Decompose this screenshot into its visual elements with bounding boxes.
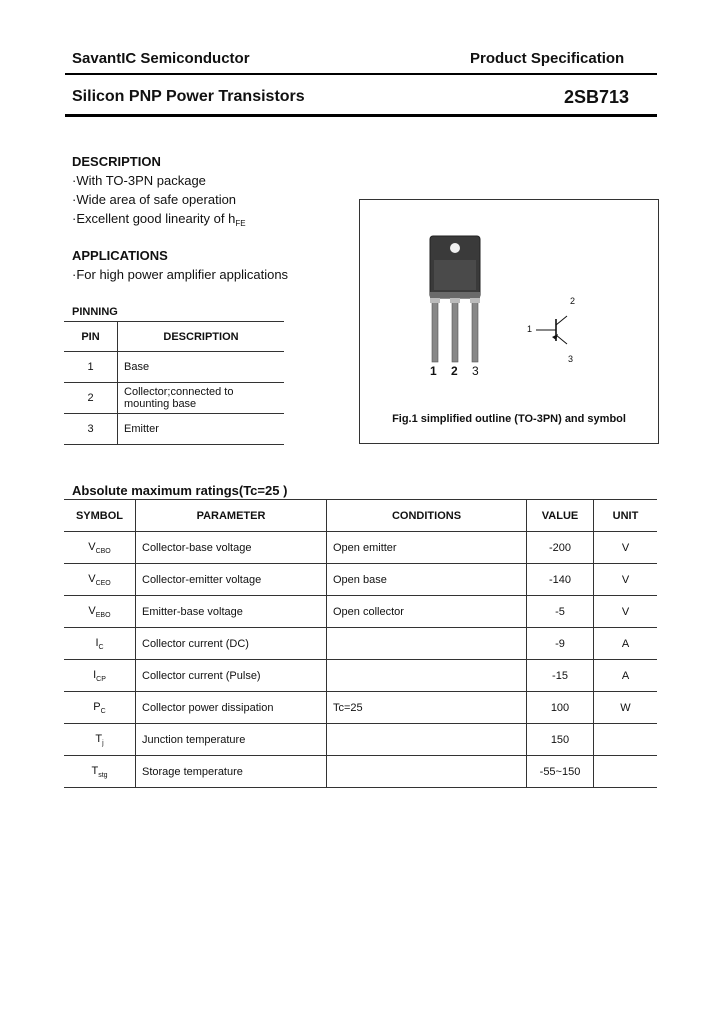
- conditions-cell: [327, 724, 527, 756]
- conditions-cell: Open emitter: [327, 532, 527, 564]
- symbol-letter: V: [88, 540, 96, 553]
- applications-heading: APPLICATIONS: [72, 248, 168, 263]
- parameter-cell: Collector current (DC): [136, 628, 327, 660]
- unit-cell: A: [594, 628, 658, 660]
- symbol-subscript: CBO: [95, 547, 111, 555]
- value-cell: -15: [527, 660, 594, 692]
- value-cell: 150: [527, 724, 594, 756]
- lead-1: [432, 300, 438, 362]
- symbol-cell: [64, 628, 136, 660]
- description-item-text: ·Excellent good linearity of h: [72, 211, 236, 226]
- symbol-letter: V: [88, 572, 96, 585]
- conditions-column-header: CONDITIONS: [327, 500, 527, 532]
- table-row: [64, 724, 657, 756]
- symbol-label-collector: 2: [570, 296, 576, 306]
- table-row: [64, 414, 284, 445]
- pin-number: 2: [64, 383, 118, 414]
- symbol-subscript: j: [102, 739, 104, 747]
- value-cell: -5: [527, 596, 594, 628]
- symbol-letter: I: [93, 668, 97, 681]
- parameter-cell: Collector-emitter voltage: [136, 564, 327, 596]
- symbol-subscript: CP: [96, 675, 106, 683]
- table-row: [64, 596, 657, 628]
- conditions-cell: Open base: [327, 564, 527, 596]
- symbol-cell: [64, 724, 136, 756]
- description-item: ·Wide area of safe operation: [72, 192, 237, 207]
- unit-cell: [594, 724, 658, 756]
- unit-cell: V: [594, 596, 658, 628]
- value-column-header: VALUE: [527, 500, 594, 532]
- unit-cell: W: [594, 692, 658, 724]
- symbol-subscript: stg: [98, 771, 108, 779]
- symbol-subscript: C: [98, 643, 104, 651]
- table-row: [64, 660, 657, 692]
- value-cell: -200: [527, 532, 594, 564]
- table-row: [64, 692, 657, 724]
- parameter-cell: Collector power dissipation: [136, 692, 327, 724]
- figure-box: [359, 199, 659, 444]
- description-heading: DESCRIPTION: [72, 154, 161, 169]
- symbol-letter: I: [95, 636, 99, 649]
- pinning-header-row: [64, 322, 284, 352]
- parameter-cell: Emitter-base voltage: [136, 596, 327, 628]
- parameter-cell: Collector-base voltage: [136, 532, 327, 564]
- parameter-cell: Collector current (Pulse): [136, 660, 327, 692]
- symbol-label-base: 1: [527, 324, 533, 334]
- parameter-column-header: PARAMETER: [136, 500, 327, 532]
- pin-description: Collector;connected to mounting base: [118, 383, 284, 414]
- lead-2: [452, 300, 458, 362]
- unit-column-header: UNIT: [594, 500, 658, 532]
- ratings-table: [64, 499, 657, 788]
- conditions-cell: Open collector: [327, 596, 527, 628]
- value-cell: -140: [527, 564, 594, 596]
- value-cell: -55~150: [527, 756, 594, 788]
- unit-cell: V: [594, 532, 658, 564]
- symbol-letter: T: [95, 732, 103, 745]
- lead-3: [472, 300, 478, 362]
- pin-number: 1: [64, 352, 118, 383]
- parameter-cell: Storage temperature: [136, 756, 327, 788]
- symbol-cell: [64, 596, 136, 628]
- ratings-heading: Absolute maximum ratings(Tc=25 ): [72, 483, 288, 498]
- symbol-label-emitter: 3: [568, 354, 574, 364]
- figure-caption: Fig.1 simplified outline (TO-3PN) and symbol: [392, 413, 626, 425]
- conditions-cell: [327, 628, 527, 660]
- part-number: 2SB713: [564, 87, 630, 107]
- description-item: [72, 211, 246, 228]
- symbol-subscript: CEO: [95, 579, 111, 587]
- symbol-subscript: C: [100, 707, 106, 715]
- conditions-cell: [327, 660, 527, 692]
- table-row: [64, 756, 657, 788]
- application-item: ·For high power amplifier applications: [72, 267, 289, 282]
- pin-description: Emitter: [118, 414, 284, 445]
- symbol-cell: [64, 756, 136, 788]
- symbol-cell: [64, 660, 136, 692]
- pin-label-2: 2: [451, 364, 458, 378]
- unit-cell: V: [594, 564, 658, 596]
- parameter-cell: Junction temperature: [136, 724, 327, 756]
- pin-number: 3: [64, 414, 118, 445]
- document-type: Product Specification: [470, 50, 625, 67]
- symbol-subscript: EBO: [95, 611, 111, 619]
- unit-cell: [594, 756, 658, 788]
- header-rule-bottom: [65, 114, 657, 117]
- description-item: ·With TO-3PN package: [72, 173, 206, 188]
- pin-label-1: 1: [430, 364, 437, 378]
- unit-cell: A: [594, 660, 658, 692]
- desc-column-header: DESCRIPTION: [118, 322, 284, 352]
- symbol-cell: [64, 532, 136, 564]
- symbol-letter: T: [91, 764, 99, 777]
- symbol-letter: V: [88, 604, 96, 617]
- table-row: [64, 564, 657, 596]
- conditions-cell: Tc=25: [327, 692, 527, 724]
- pin-column-header: PIN: [64, 322, 118, 352]
- ratings-header-row: [64, 500, 657, 532]
- pin-label-3: 3: [472, 364, 479, 378]
- symbol-letter: P: [93, 700, 101, 713]
- header-rule-top: [65, 73, 657, 75]
- symbol-column-header: SYMBOL: [64, 500, 136, 532]
- value-cell: 100: [527, 692, 594, 724]
- value-cell: -9: [527, 628, 594, 660]
- table-row: [64, 628, 657, 660]
- table-row: [64, 383, 284, 414]
- package-outline-image: [360, 200, 658, 443]
- pin-description: Base: [118, 352, 284, 383]
- product-line: Silicon PNP Power Transistors: [72, 88, 305, 105]
- pinning-table: [64, 321, 284, 445]
- company-name: SavantIC Semiconductor: [72, 50, 250, 67]
- symbol-cell: [64, 564, 136, 596]
- symbol-cell: [64, 692, 136, 724]
- table-row: [64, 352, 284, 383]
- mounting-hole: [450, 243, 460, 253]
- pinning-heading: PINNING: [72, 306, 118, 318]
- ratings-body: [64, 532, 657, 788]
- conditions-cell: [327, 756, 527, 788]
- transistor-symbol: [536, 316, 567, 344]
- table-row: [64, 532, 657, 564]
- hfe-subscript: FE: [235, 219, 246, 228]
